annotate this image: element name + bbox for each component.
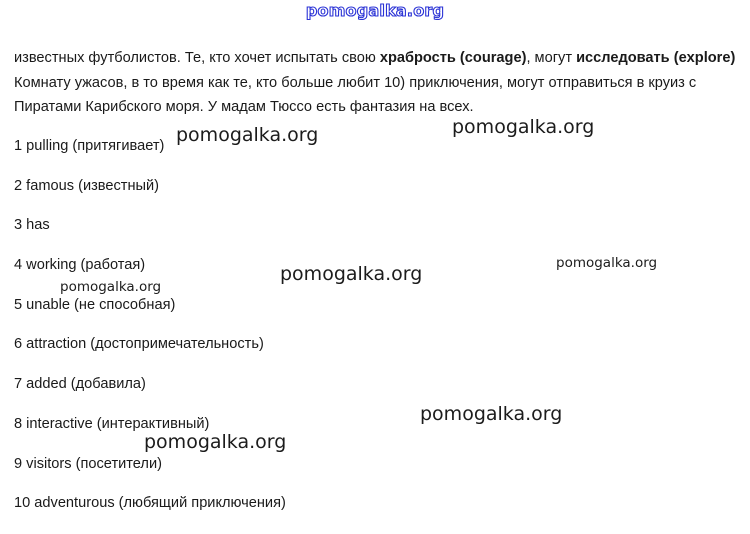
watermark: pomogalka.org (176, 124, 319, 146)
answer-item: 4 working (работая) (14, 257, 146, 274)
watermark: pomogalka.org (420, 403, 563, 425)
logo-text: pomogalka.org (305, 1, 445, 20)
text-paragraph (14, 46, 736, 120)
answer-item: 6 attraction (достопримечательность) (14, 336, 264, 353)
bold-term: исследовать (explore) (576, 50, 736, 66)
answer-item: 5 unable (не способная) (14, 296, 176, 313)
watermark: pomogalka.org (144, 431, 287, 453)
answer-item: 10 adventurous (любящий приключения) (14, 495, 286, 512)
watermark: pomogalka.org (556, 255, 658, 271)
paragraph-text: Комнату ужасов, в то время как те, кто больше любит 10) приключения, могут отправиться в круиз с Пиратами Карибского моря. У мадам Тюссо есть фантазия на всех. (14, 74, 697, 115)
site-logo (0, 1, 750, 20)
answer-item: 3 has (14, 217, 50, 234)
answer-item: 7 added (добавила) (14, 376, 146, 393)
bold-term: храбрость (courage) (379, 50, 527, 66)
answer-item: 9 visitors (посетители) (14, 455, 162, 472)
answer-item: 1 pulling (притягивает) (14, 138, 165, 154)
paragraph-text: известных футболистов. Те, кто хочет испытать свою (14, 50, 380, 66)
watermark: pomogalka.org (280, 263, 423, 285)
watermark: pomogalka.org (60, 279, 162, 295)
paragraph-text: , могут (526, 50, 577, 66)
answer-item: 2 famous (известный) (14, 177, 160, 194)
answer-item: 8 interactive (интерактивный) (14, 415, 210, 432)
answer-list (14, 135, 286, 532)
watermark: pomogalka.org (452, 116, 595, 138)
